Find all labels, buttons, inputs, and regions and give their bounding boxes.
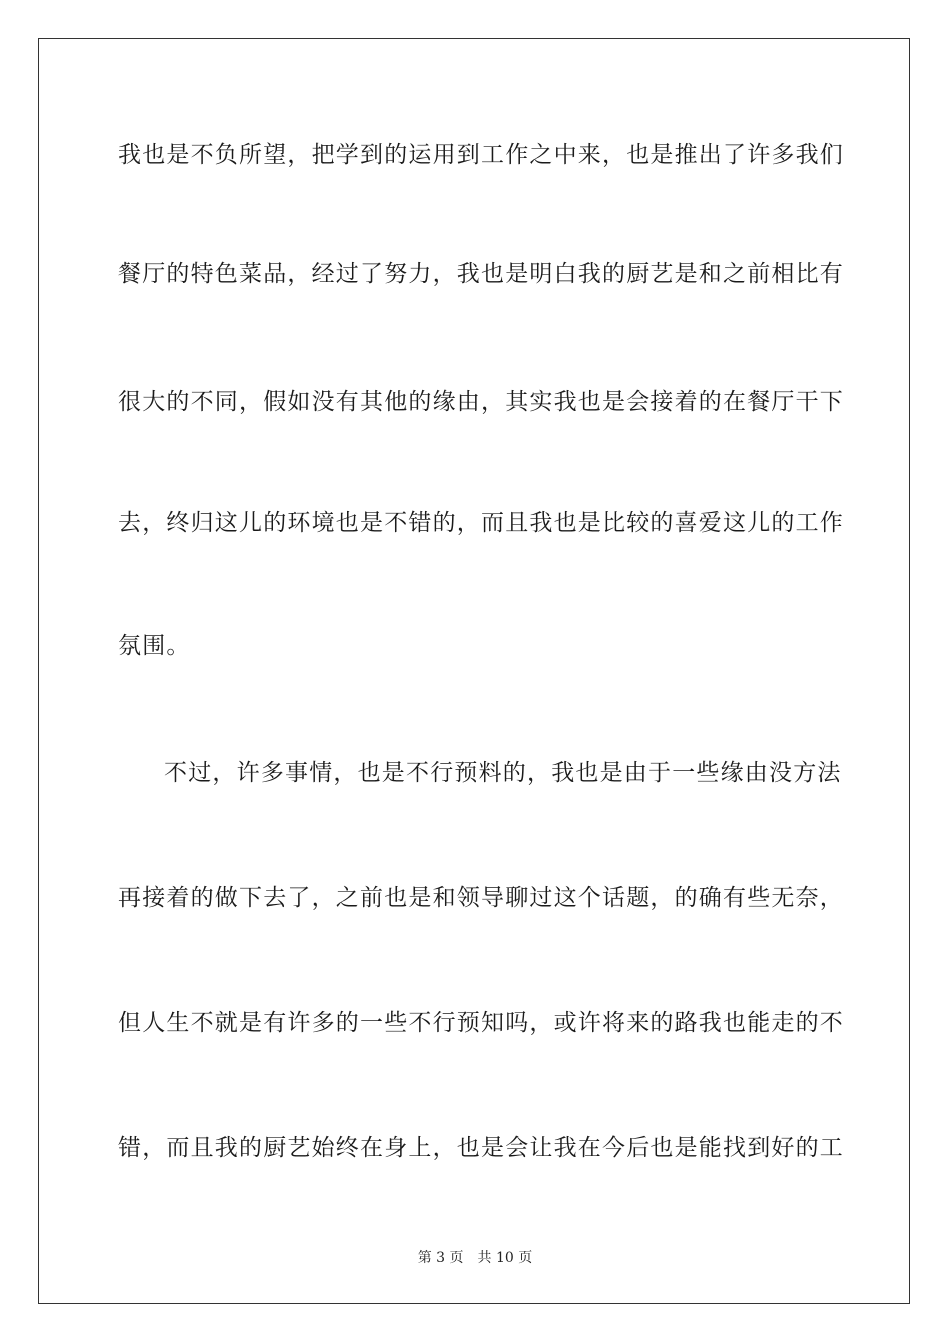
page-border [38,38,910,1304]
paragraph-line: 我也是不负所望，把学到的运用到工作之中来，也是推出了许多我们 [118,142,844,168]
paragraph-line: 氛围。 [118,633,191,659]
paragraph-line: 再接着的做下去了，之前也是和领导聊过这个话题，的确有些无奈， [118,885,844,911]
paragraph-line: 错，而且我的厨艺始终在身上，也是会让我在今后也是能找到好的工 [118,1135,844,1161]
paragraph-line: 但人生不就是有许多的一些不行预知吗，或许将来的路我也能走的不 [118,1010,844,1036]
paragraph-line: 餐厅的特色菜品，经过了努力，我也是明白我的厨艺是和之前相比有 [118,261,844,287]
paragraph-line: 很大的不同，假如没有其他的缘由，其实我也是会接着的在餐厅干下 [118,389,844,415]
paragraph-line-indented: 不过，许多事情，也是不行预料的，我也是由于一些缘由没方法 [164,760,842,786]
paragraph-line: 去，终归这儿的环境也是不错的，而且我也是比较的喜爱这儿的工作 [118,510,844,536]
page-number-footer: 第 3 页 共 10 页 [417,1250,533,1266]
